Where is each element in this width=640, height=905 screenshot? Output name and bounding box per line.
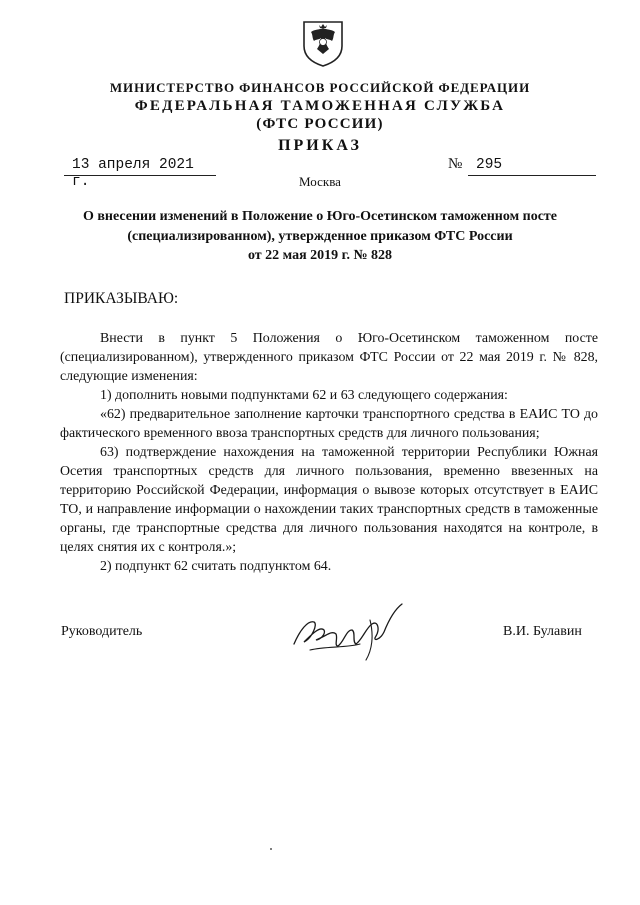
body-paragraph: 63) подтверждение нахождения на таможенной территории Республики Южная Осетия транспортных средств для личного пользования, временно ввезенных на территорию Российской Федерации, информация о вывозе которых отсутствует в ЕАИС ТО, и направление информации о нахождении таких транспортных средств в таможенные органы, где транспортные средства для личного пользования находятся на контроле, в целях снятия их с контроля.»;: [60, 445, 598, 555]
subject-line: (специализированном), утвержденное приказом ФТС России: [127, 228, 513, 244]
order-number: 295: [468, 157, 596, 176]
order-word: ПРИКАЗЫВАЮ:: [64, 290, 179, 307]
signer-name: В.И. Булавин: [503, 624, 582, 639]
coat-of-arms-icon: [298, 16, 348, 68]
body-paragraph: Внести в пункт 5 Положения о Юго-Осетинском таможенном посте (специализированном), утвержденного приказом ФТС России от 22 мая 2019 г. № 828, следующие изменения:: [60, 331, 598, 384]
body-paragraph: 1) дополнить новыми подпунктами 62 и 63 следующего содержания:: [100, 388, 508, 403]
order-body: [60, 329, 598, 576]
number-label: №: [448, 156, 463, 172]
document-type: ПРИКАЗ: [278, 137, 362, 154]
body-paragraph: «62) предварительное заполнение карточки транспортного средства в ЕАИС ТО до фактического временного ввоза транспортных средств для личного пользования;: [60, 407, 598, 441]
service-name: ФЕДЕРАЛЬНАЯ ТАМОЖЕННАЯ СЛУЖБА: [134, 98, 506, 114]
order-subject: [40, 207, 600, 266]
service-abbreviation: (ФТС РОССИИ): [256, 116, 384, 132]
ministry-name: МИНИСТЕРСТВО ФИНАНСОВ РОССИЙСКОЙ ФЕДЕРАЦИИ: [109, 80, 531, 95]
subject-line: от 22 мая 2019 г. № 828: [247, 248, 393, 263]
handwritten-signature: [286, 600, 410, 662]
subject-line: О внесении изменений в Положение о Юго-Осетинском таможенном посте: [82, 209, 558, 224]
city: Москва: [299, 174, 341, 189]
signer-role: Руководитель: [61, 624, 143, 639]
order-date: 13 апреля 2021 г.: [64, 157, 216, 176]
scan-dot: [270, 848, 272, 850]
body-paragraph: 2) подпункт 62 считать подпунктом 64.: [100, 559, 332, 574]
